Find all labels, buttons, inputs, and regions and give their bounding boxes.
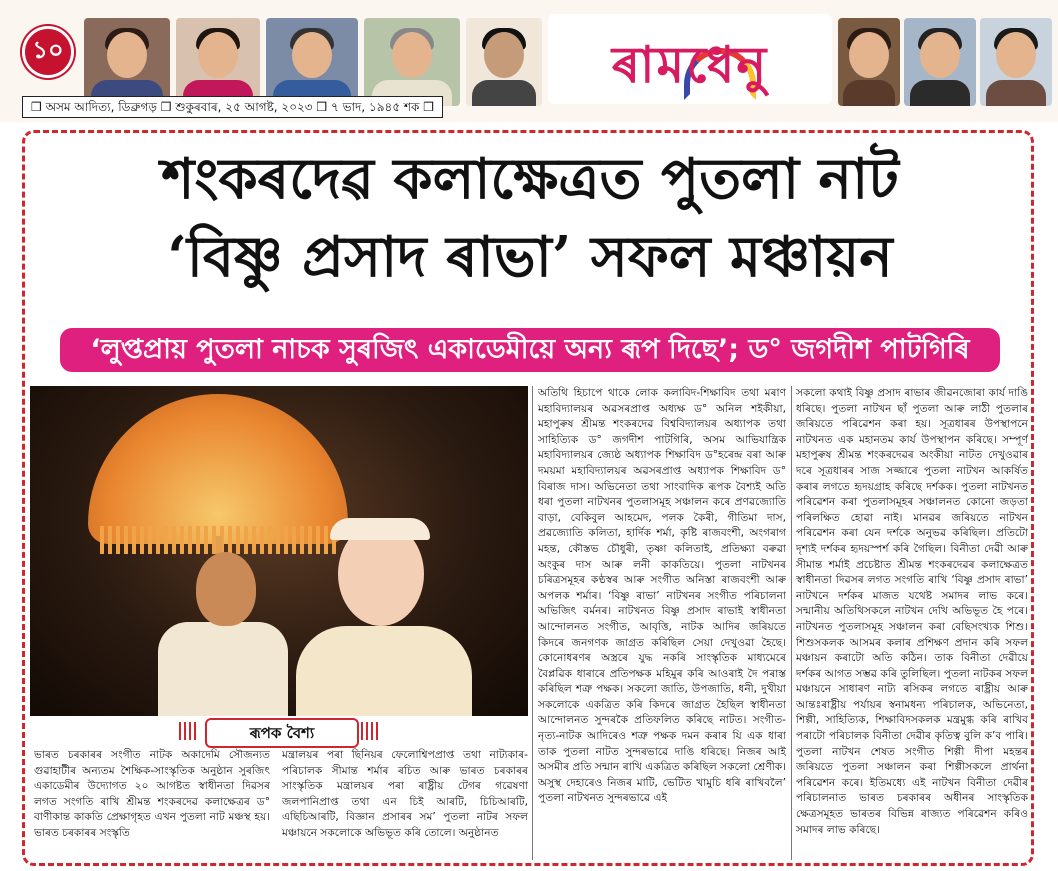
masthead-photo [980, 18, 1052, 106]
masthead-photo [176, 18, 260, 106]
puppet-show-photo [30, 386, 528, 716]
masthead-photo [364, 18, 460, 106]
section-logo [548, 14, 832, 104]
page-number: ১০ [22, 26, 74, 78]
masthead-photo [838, 18, 900, 106]
headline [30, 140, 1030, 296]
article-column-1: ভাৰত চৰকাৰৰ সংগীত নাটক অকাদেমি সৌজন্যত গুৱাহাটীৰ অন্যতম শৈক্ষিক-সাংস্কৃতিক অনুষ্ঠান সুৰজিৎ একাডেমীৰ উদ্যোগত ২০ আগষ্টত স্বাধীনতা দিৱসৰ লগত সংগতি ৰাখি শ্ৰীমন্ত শংকৰদেৱ কলাক্ষেত্ৰৰ ড° বাণীকান্ত কাকতি প্ৰেক্ষাগৃহত এখন পুতলা নাট মঞ্চস্থ হয়। ভাৰত চৰকাৰৰ সংস্কৃতি [34, 749, 270, 839]
headline-line-1: শংকৰদেৱ কলাক্ষেত্ৰত পুতলা নাট [161, 146, 899, 212]
column-divider [532, 386, 533, 860]
masthead-photo [84, 18, 170, 106]
umbrella-shape [88, 394, 348, 544]
masthead-photo [266, 18, 358, 106]
article-column-2: মন্ত্ৰালয়ৰ পৰা ছিনিয়ৰ ফেলোশ্বিপপ্ৰাপ্ত তথা নাট্যকাৰ-পৰিচালক সীমান্ত শৰ্মাৰ ৰচিত আৰু ভাৰত চৰকাৰৰ সাংস্কৃতিক মন্ত্ৰালয়ৰ পৰা ৰাষ্ট্ৰীয় টেগৰ গৱেষণা জলপানিপ্ৰাপ্ত তথা এন চিই আৰটি, চিচিআৰটি, এছিচিআৰটি, বিজ্ঞান প্ৰসাৰৰ সম’ পুতলা নাটৰ সফল মঞ্চায়নে সকলোকে অভিভূত কৰি তোলে। অনুষ্ঠানত [282, 749, 528, 839]
section-logo-text: ৰামধেনু [611, 35, 769, 94]
dateline: ❒ অসম আদিত্য, ডিব্ৰুগড় ❒ শুকুৰবাৰ, ২৫ আগষ্ট, ২০২৩ ❒ ৭ ভাদ, ১৯৪৫ শক ❒ [22, 96, 443, 118]
masthead-photo [904, 18, 976, 106]
subheadline-banner: ‘লুপ্তপ্ৰায় পুতলা নাচক সুৰজিৎ একাডেমীয়ে অন্য ৰূপ দিছে’; ড° জগদীশ পাটগিৰি [60, 328, 1000, 372]
masthead [0, 0, 1058, 122]
puppet-figure [158, 622, 288, 716]
article-column-4: সকলো কথাই বিষ্ণু প্ৰসাদ ৰাভাৰ জীৱনজোৰা কাৰ্য দাঙি ধৰিছে। পুতলা নাটখন ছাঁ পুতলা আৰু লাঠী পুতলাৰ জৰিয়তে পৰিৱেশন কৰা হয়। সূত্ৰধাৰৰ উপস্থাপনে নাটখনত এক মহানতম কাৰ্য উপস্থাপন কৰিছে। সম্পূৰ্ণ মহাপুৰুষ শ্ৰীমন্ত শংকৰদেৱৰ অংকীয়া নাটত দেখুওৱাৰ দৰে সূত্ৰধাৰৰ সাজ সজ্জাৰে পুতলা নাটখন আকৰ্ষিত কৰাৰ লগতে হৃদয়গ্ৰাহ কৰিছে দৰ্শকক। পুতলা নাটখনত পৰিৱেশন কৰা পুতলাসমূহৰ সঞ্চালনত কোনো জড়তা পৰিলক্ষিত হোৱা নাই। মানৱৰ জৰিয়তে নাটখন পৰিৱেশন কৰা যেন দৰ্শকে অনুভৱ কৰিছিল। প্ৰতিটো দৃশ্যই দৰ্শকৰ হৃদয়স্পৰ্শ কৰি গৈছিল। বিনীতা দেৱী আৰু সীমান্ত শৰ্মাই প্ৰচেষ্টাত শ্ৰীমন্ত শংকৰদেৱৰ কলাক্ষেত্ৰত স্বাধীনতা দিৱসৰ লগত সংগতি ৰাখি ‘বিষ্ণু প্ৰসাদ ৰাভা’ নাটখনে দৰ্শকৰ মাজত যথেষ্ট সমাদৰ লাভ কৰে। সন্মানীয় অতিথিসকলে নাটখন দেখি অভিভূত হৈ পৰে। নাটখনত পুতলাসমূহ সঞ্চালন কৰা বেছিসংখ্যক শিশু। শিশুসকলক আসমৰ কলাৰ প্ৰশিক্ষণ প্ৰদান কৰি সফল মঞ্চায়ন কৰাটো অতি কঠিন। তাক বিনীতা দেৱীয়ে দৰ্শকৰ আগত সম্ভৱ কৰি তুলিছিল। পুতলা নাটকৰ সফল মঞ্চায়নে সাধাৰণ নাট্য ৰসিকৰ লগতে ৰাষ্ট্ৰীয় আৰু আন্তঃৰাষ্ট্ৰীয় পৰ্যায়ৰ স্বনামধন্য পৰিচালক, অভিনেতা, শিল্পী, সাহিত্যিক, শিক্ষাবিদসকলক মন্ত্ৰমুগ্ধ কৰি ৰাখিব পৰাটো পৰিচালক বিনীতা দেৱীৰ কৃতিত্ব বুলি ক’ব পাৰি। পুতলা নাটখন শেষত সংগীত শিল্পী দীপা মহন্তৰ জৰিয়তে পুতলা সঞ্চালন কৰা শিল্পীসকলে প্ৰাৰ্থনা পৰিৱেশন কৰে। ইতিমধ্যে এই নাটখন বিনীতা দেৱীৰ পৰিচালনাত ভাৰত চৰকাৰৰ অধীনৰ সাংস্কৃতিক ক্ষেত্ৰসমূহত ভাৰতৰ বিভিন্ন ৰাজ্যত পৰিৱেশন কৰিও সমাদৰ লাভ কৰিছে। [796, 387, 1028, 836]
headline-line-2: ‘বিষ্ণু প্ৰসাদ ৰাভা’ সফল মঞ্চায়ন [167, 224, 893, 290]
article-column-3: অতিথি হিচাপে থাকে লোক কলাবিদ-শিক্ষাবিদ তথা মৰাণ মহাবিদ্যালয়ৰ অৱসৰপ্ৰাপ্ত অধ্যক্ষ ড° অনিল শইকীয়া, মহাপুৰুষ শ্ৰীমন্ত শংকৰদেৱ বিশ্ববিদ্যালয়ৰ অধ্যাপক তথা সাহিত্যিক ড° জগদীশ পাটগিৰি, অসম আভিযান্ত্ৰিক মহাবিদ্যালয়ৰ জ্যেষ্ঠ অধ্যাপক শিক্ষাবিদ ড°হৰেন্দ্ৰ বৰা আৰু দময়মা মহাবিদ্যালয়ৰ অৱসৰপ্ৰাপ্ত অধ্যাপক শিক্ষাবিদ ড° বিৰাজ দাস। অভিনেতা তথা সাংবাদিক ৰূপক বৈশ্যই অতি ধৰা পুতলা নাটখনৰ পুতলাসমূহ সঞ্চালন কৰে প্ৰণৱজ্যোতি বাড়া, বেকিবুল আহমেদ, পলক কৈৰী, গীতিমা দাস, প্ৰৱজ্যোতি কলিতা, হাৰ্দিক শৰ্মা, কৃষ্টি ৰাজবংশী, অংগৰাগ মহন্ত, কৌস্তভ চৌধুৰী, তৃষ্ণা কলিতাই, প্ৰতিক্ষ্যা বৰুৱা অংকুৰ দাস আৰু লনী কাকতিয়ে। পুতলা নাটখনৰ চৰিত্ৰসমূহৰ কণ্ঠস্বৰ আৰু সংগীত অনিস্তা ৰাজবংশী আৰু অপলক শৰ্মাৰ। ‘বিষ্ণু ৰাভা’ নাটখনৰ সংগীত পৰিচালনা অভিজিৎ বৰ্মনৰ। নাটখনত বিষ্ণু প্ৰসাদ ৰাভাই স্বাধীনতা আন্দোলনত সংগীত, আবৃত্তি, নাটক আদিৰ জৰিয়তে কিদৰে জনগণক জাগ্ৰত কৰিছিল সেয়া দেখুওৱা হৈছে। কোনোধৰণৰ অস্ত্ৰৰে যুদ্ধ নকৰি সাংস্কৃতিক মাধ্যমেৰে বৈপ্লৱিক ধাৰাৰে প্ৰতিপক্ষক মহিমুৰ কৰি আওৰাই দৈ পৰাস্ত কৰিছিল শত্ৰু পক্ষক। সকলো জাতি, উপজাতি, ধনী, দুখীয়া সকলোকে একত্ৰিত কৰি কিদৰে জাগ্ৰত হৈছিল স্বাধীনতা আন্দোলনত সুন্দৰকৈ প্ৰতিফলিত কৰিছে নাটত। সংগীত-নৃত্য-নাটক আদিৰেও শত্ৰু পক্ষক দমন কৰাৰ যি এক ধাৰা তাক পুতলা নাটত সুন্দৰভাৱে দাঙি ধৰিছে। নিজৰ আই অসমীৰ প্ৰতি সন্মান ৰাখি একত্ৰিত কৰিছিল সকলো শ্ৰেণীক। অসুস্থ দেহাৰেও নিজৰ মাটি, ভেটিত খামুচি ধৰি ৰাখিবলৈ’ পুতলা নাটখনত সুন্দৰভাৱে এই [538, 387, 786, 805]
puppet-figure [296, 626, 472, 716]
photo-caption: ৰূপক বৈশ্য [205, 718, 359, 748]
column-divider [791, 386, 792, 860]
masthead-photo [466, 18, 542, 106]
